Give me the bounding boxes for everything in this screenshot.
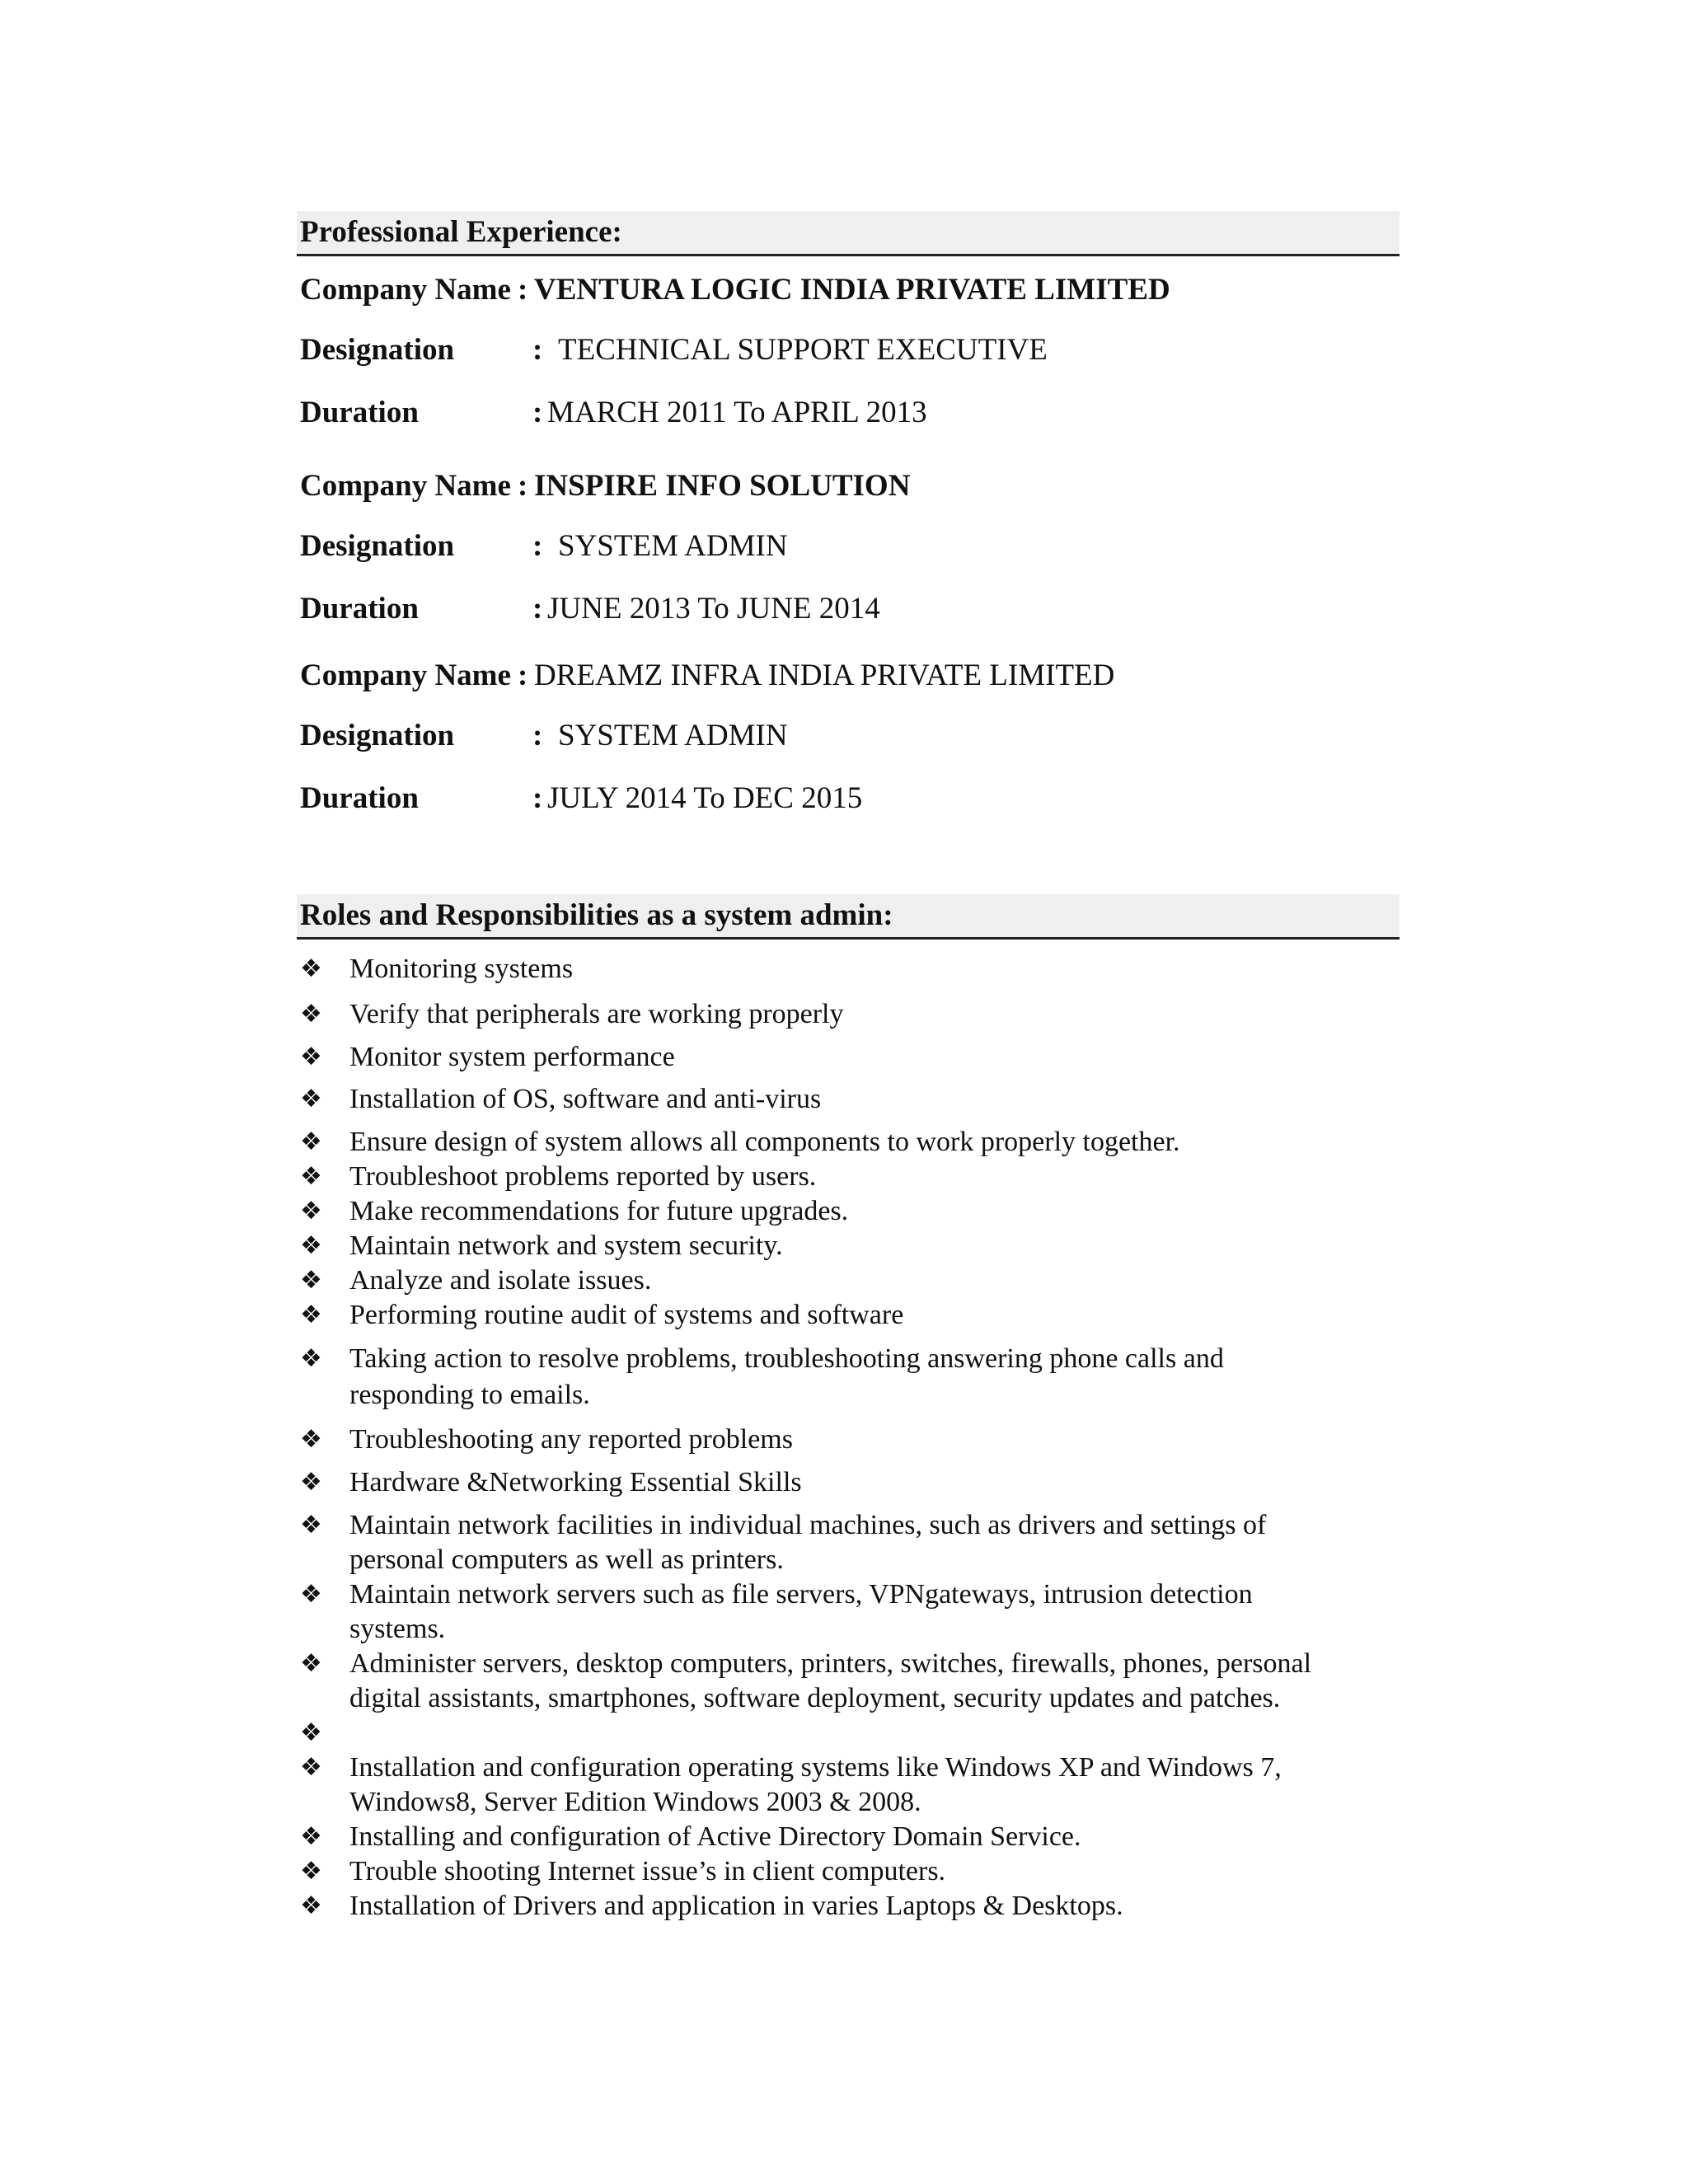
diamond-bullet-icon: ❖ [300, 1580, 322, 1609]
designation-label: Designation [300, 529, 455, 563]
diamond-bullet-icon: ❖ [300, 1753, 322, 1782]
list-item-text: Analyze and isolate issues. [349, 1265, 652, 1296]
list-item-text: Maintain network servers such as file servers, VPNgateways, intrusion detection [349, 1579, 1253, 1610]
diamond-bullet-icon: ❖ [300, 1891, 322, 1920]
list-item-text: Monitoring systems [349, 954, 574, 984]
duration-value: JUNE 2013 To JUNE 2014 [547, 592, 880, 626]
colon-separator: : [518, 658, 528, 692]
designation-label: Designation [300, 719, 455, 752]
diamond-bullet-icon: ❖ [300, 1266, 322, 1295]
colon-separator: : [532, 333, 543, 367]
list-item-text: Installation of OS, software and anti-virus [349, 1084, 822, 1114]
colon-separator: : [532, 781, 543, 815]
diamond-bullet-icon: ❖ [300, 1197, 322, 1226]
duration-value: JULY 2014 To DEC 2015 [547, 781, 863, 815]
list-item-text: Verify that peripherals are working properly [349, 999, 844, 1029]
diamond-bullet-icon: ❖ [300, 1301, 322, 1329]
diamond-bullet-icon: ❖ [300, 1511, 322, 1540]
duration-label: Duration [300, 781, 419, 815]
diamond-bullet-icon: ❖ [300, 1857, 322, 1886]
list-item-text: Trouble shooting Internet issue’s in client computers. [349, 1856, 946, 1886]
diamond-bullet-icon: ❖ [300, 1162, 322, 1191]
company-value: DREAMZ INFRA INDIA PRIVATE LIMITED [534, 658, 1115, 692]
list-item-text: Troubleshoot problems reported by users. [349, 1161, 817, 1192]
company-label: Company Name [300, 273, 511, 307]
diamond-bullet-icon: ❖ [300, 1822, 322, 1851]
colon-separator: : [518, 469, 528, 503]
list-item-text: Performing routine audit of systems and software [349, 1300, 904, 1330]
list-item-text: Make recommendations for future upgrades. [349, 1196, 849, 1226]
list-item-text: Installation and configuration operating systems like Windows XP and Windows 7, [349, 1752, 1282, 1783]
list-item-text: Installing and configuration of Active Directory Domain Service. [349, 1821, 1081, 1852]
colon-separator: : [532, 719, 543, 752]
duration-label: Duration [300, 592, 419, 626]
list-item-text: responding to emails. [349, 1380, 590, 1410]
colon-separator: : [532, 396, 543, 429]
duration-label: Duration [300, 396, 419, 429]
designation-label: Designation [300, 333, 455, 367]
diamond-bullet-icon: ❖ [300, 1468, 322, 1497]
designation-value: SYSTEM ADMIN [558, 719, 788, 752]
company-label: Company Name [300, 469, 511, 503]
list-item-text: Monitor system performance [349, 1042, 675, 1072]
duration-value: MARCH 2011 To APRIL 2013 [547, 396, 927, 429]
colon-separator: : [532, 592, 543, 626]
list-item-text: Ensure design of system allows all components to work properly together. [349, 1127, 1180, 1157]
company-value: INSPIRE INFO SOLUTION [534, 469, 911, 503]
designation-value: SYSTEM ADMIN [558, 529, 788, 563]
list-item-text: Maintain network facilities in individual machines, such as drivers and settings of [349, 1510, 1267, 1540]
list-item-text: Troubleshooting any reported problems [349, 1424, 793, 1455]
list-item-text: Installation of Drivers and application in varies Laptops & Desktops. [349, 1891, 1123, 1921]
colon-separator: : [518, 273, 528, 307]
company-label: Company Name [300, 658, 511, 692]
roles-heading: Roles and Responsibilities as a system admin: [297, 894, 1400, 940]
diamond-bullet-icon: ❖ [300, 1649, 322, 1678]
diamond-bullet-icon: ❖ [300, 1127, 322, 1156]
diamond-bullet-icon: ❖ [300, 1344, 322, 1373]
company-value: VENTURA LOGIC INDIA PRIVATE LIMITED [534, 273, 1170, 307]
diamond-bullet-icon: ❖ [300, 1085, 322, 1113]
diamond-bullet-icon: ❖ [300, 1000, 322, 1029]
diamond-bullet-icon: ❖ [300, 1231, 322, 1260]
list-item-text: personal computers as well as printers. [349, 1544, 784, 1575]
list-item-text: systems. [349, 1614, 446, 1644]
list-item-text: Administer servers, desktop computers, printers, switches, firewalls, phones, personal [349, 1648, 1312, 1679]
colon-separator: : [532, 529, 543, 563]
list-item-text: Taking action to resolve problems, troubleshooting answering phone calls and [349, 1343, 1224, 1374]
list-item-text: Windows8, Server Edition Windows 2003 & 2008. [349, 1787, 921, 1817]
diamond-bullet-icon: ❖ [300, 954, 322, 983]
list-item-text: Hardware &Networking Essential Skills [349, 1467, 802, 1497]
list-item-text: digital assistants, smartphones, software deployment, security updates and patches. [349, 1683, 1281, 1713]
diamond-bullet-icon: ❖ [300, 1043, 322, 1071]
designation-value: TECHNICAL SUPPORT EXECUTIVE [558, 333, 1048, 367]
list-item-text: Maintain network and system security. [349, 1230, 783, 1261]
diamond-bullet-icon: ❖ [300, 1718, 322, 1747]
diamond-bullet-icon: ❖ [300, 1425, 322, 1454]
professional-experience-heading: Professional Experience: [297, 211, 1400, 256]
